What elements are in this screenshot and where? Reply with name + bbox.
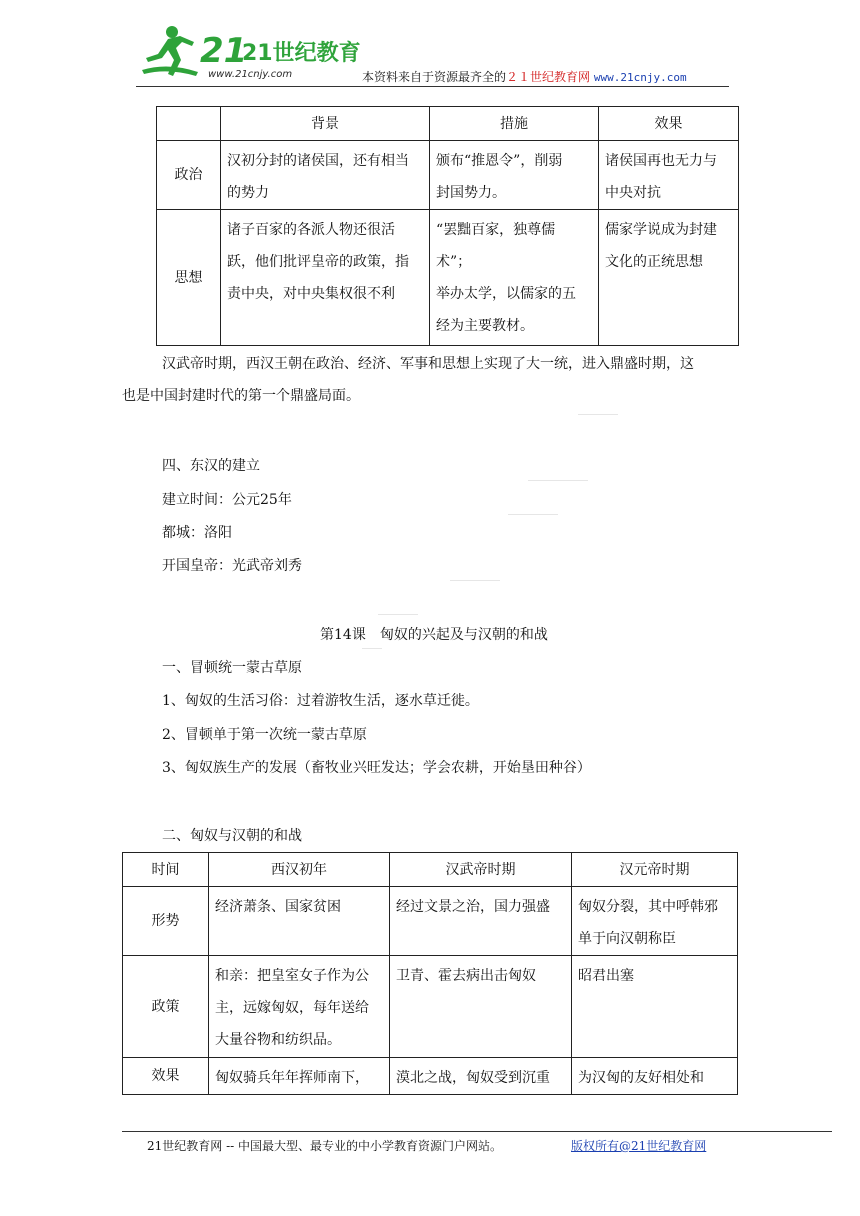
table-header-cell bbox=[157, 107, 221, 141]
table-header-cell: 措施 bbox=[430, 107, 599, 141]
table-row bbox=[123, 887, 738, 956]
table-header-row bbox=[123, 853, 738, 887]
table-cell: 经济萧条、国家贫困 bbox=[209, 887, 390, 956]
table-row bbox=[157, 141, 739, 210]
row-label: 形势 bbox=[123, 887, 209, 956]
table-cell: 颁布“推恩令”，削弱 封国势力。 bbox=[430, 141, 599, 210]
header-note bbox=[362, 68, 687, 85]
table-cell: 诸子百家的各派人物还很活 跃，他们批评皇帝的政策，指 责中央，对中央集权很不利 bbox=[221, 210, 430, 346]
table-cell: 诸侯国再也无力与 中央对抗 bbox=[599, 141, 739, 210]
scan-artifact bbox=[362, 648, 382, 649]
table-cell: 和亲：把皇室女子作为公 主，远嫁匈奴，每年送给 大量谷物和纺织品。 bbox=[209, 956, 390, 1058]
scan-artifact bbox=[450, 580, 500, 581]
table-row bbox=[157, 210, 739, 346]
row-label: 效果 bbox=[123, 1058, 209, 1095]
section-title: 四、东汉的建立 bbox=[162, 458, 260, 474]
table-han-wudi-reforms bbox=[156, 106, 739, 346]
table-cell: 为汉匈的友好相处和 bbox=[572, 1058, 738, 1095]
copyright-link[interactable]: 版权所有@21世纪教育网 bbox=[571, 1139, 707, 1153]
table-header-cell: 背景 bbox=[221, 107, 430, 141]
table-cell: 昭君出塞 bbox=[572, 956, 738, 1058]
table-row bbox=[123, 1058, 738, 1095]
row-label: 政策 bbox=[123, 956, 209, 1058]
scan-artifact bbox=[508, 514, 558, 515]
site-logo bbox=[138, 22, 361, 82]
table-header-cell: 汉武帝时期 bbox=[390, 853, 572, 887]
row-label: 政治 bbox=[157, 141, 221, 210]
section-title: 二、匈奴与汉朝的和战 bbox=[162, 828, 302, 844]
footer-text: 21世纪教育网 -- 中国最大型、最专业的中小学教育资源门户网站。 bbox=[147, 1139, 503, 1153]
list-item: 2、冒顿单于第一次统一蒙古草原 bbox=[162, 727, 367, 743]
list-item: 开国皇帝：光武帝刘秀 bbox=[162, 558, 302, 574]
list-item: 3、匈奴族生产的发展（畜牧业兴旺发达；学会农耕，开始垦田种谷） bbox=[162, 760, 591, 776]
running-figure-icon bbox=[142, 26, 198, 76]
table-xiongnu-han-relations bbox=[122, 852, 738, 1095]
header-note-url[interactable]: www.21cnjy.com bbox=[593, 71, 687, 84]
table-cell: 儒家学说成为封建 文化的正统思想 bbox=[599, 210, 739, 346]
footer-divider bbox=[122, 1131, 832, 1132]
table-header-cell: 效果 bbox=[599, 107, 739, 141]
row-label: 思想 bbox=[157, 210, 221, 346]
logo-text: 21世纪教育 bbox=[242, 41, 361, 66]
table-header-cell: 时间 bbox=[123, 853, 209, 887]
table-cell: 匈奴骑兵年年挥师南下， bbox=[209, 1058, 390, 1095]
table-row bbox=[123, 956, 738, 1058]
scan-artifact bbox=[378, 614, 418, 615]
logo-url: www.21cnjy.com bbox=[208, 69, 293, 80]
table-cell: 卫青、霍去病出击匈奴 bbox=[390, 956, 572, 1058]
summary-paragraph: 汉武帝时期，西汉王朝在政治、经济、军事和思想上实现了大一统，进入鼎盛时期，这 也是中国封建时代的第一个鼎盛局面。 bbox=[122, 356, 694, 404]
scan-artifact bbox=[528, 480, 588, 481]
logo-21: 21 bbox=[200, 31, 248, 71]
table-cell: 汉初分封的诸侯国，还有相当 的势力 bbox=[221, 141, 430, 210]
list-item: 都城：洛阳 bbox=[162, 525, 232, 541]
list-item: 1、匈奴的生活习俗：过着游牧生活，逐水草迁徙。 bbox=[162, 693, 479, 709]
table-cell: 漠北之战，匈奴受到沉重 bbox=[390, 1058, 572, 1095]
list-item: 建立时间：公元25年 bbox=[162, 492, 292, 508]
table-header-cell: 西汉初年 bbox=[209, 853, 390, 887]
lesson-title: 第14课 匈奴的兴起及与汉朝的和战 bbox=[320, 627, 548, 643]
header-divider bbox=[136, 86, 729, 87]
table-cell: 经过文景之治，国力强盛 bbox=[390, 887, 572, 956]
table-header-row bbox=[157, 107, 739, 141]
scan-artifact bbox=[578, 414, 618, 415]
header-note-site[interactable]: ２１世纪教育网 bbox=[506, 70, 591, 84]
table-cell: 匈奴分裂，其中呼韩邪 单于向汉朝称臣 bbox=[572, 887, 738, 956]
table-header-cell: 汉元帝时期 bbox=[572, 853, 738, 887]
header-note-prefix: 本资料来自于资源最齐全的 bbox=[362, 70, 507, 84]
section-title: 一、冒顿统一蒙古草原 bbox=[162, 660, 302, 676]
table-cell: “罢黜百家，独尊儒 术”； 举办太学，以儒家的五 经为主要教材。 bbox=[430, 210, 599, 346]
